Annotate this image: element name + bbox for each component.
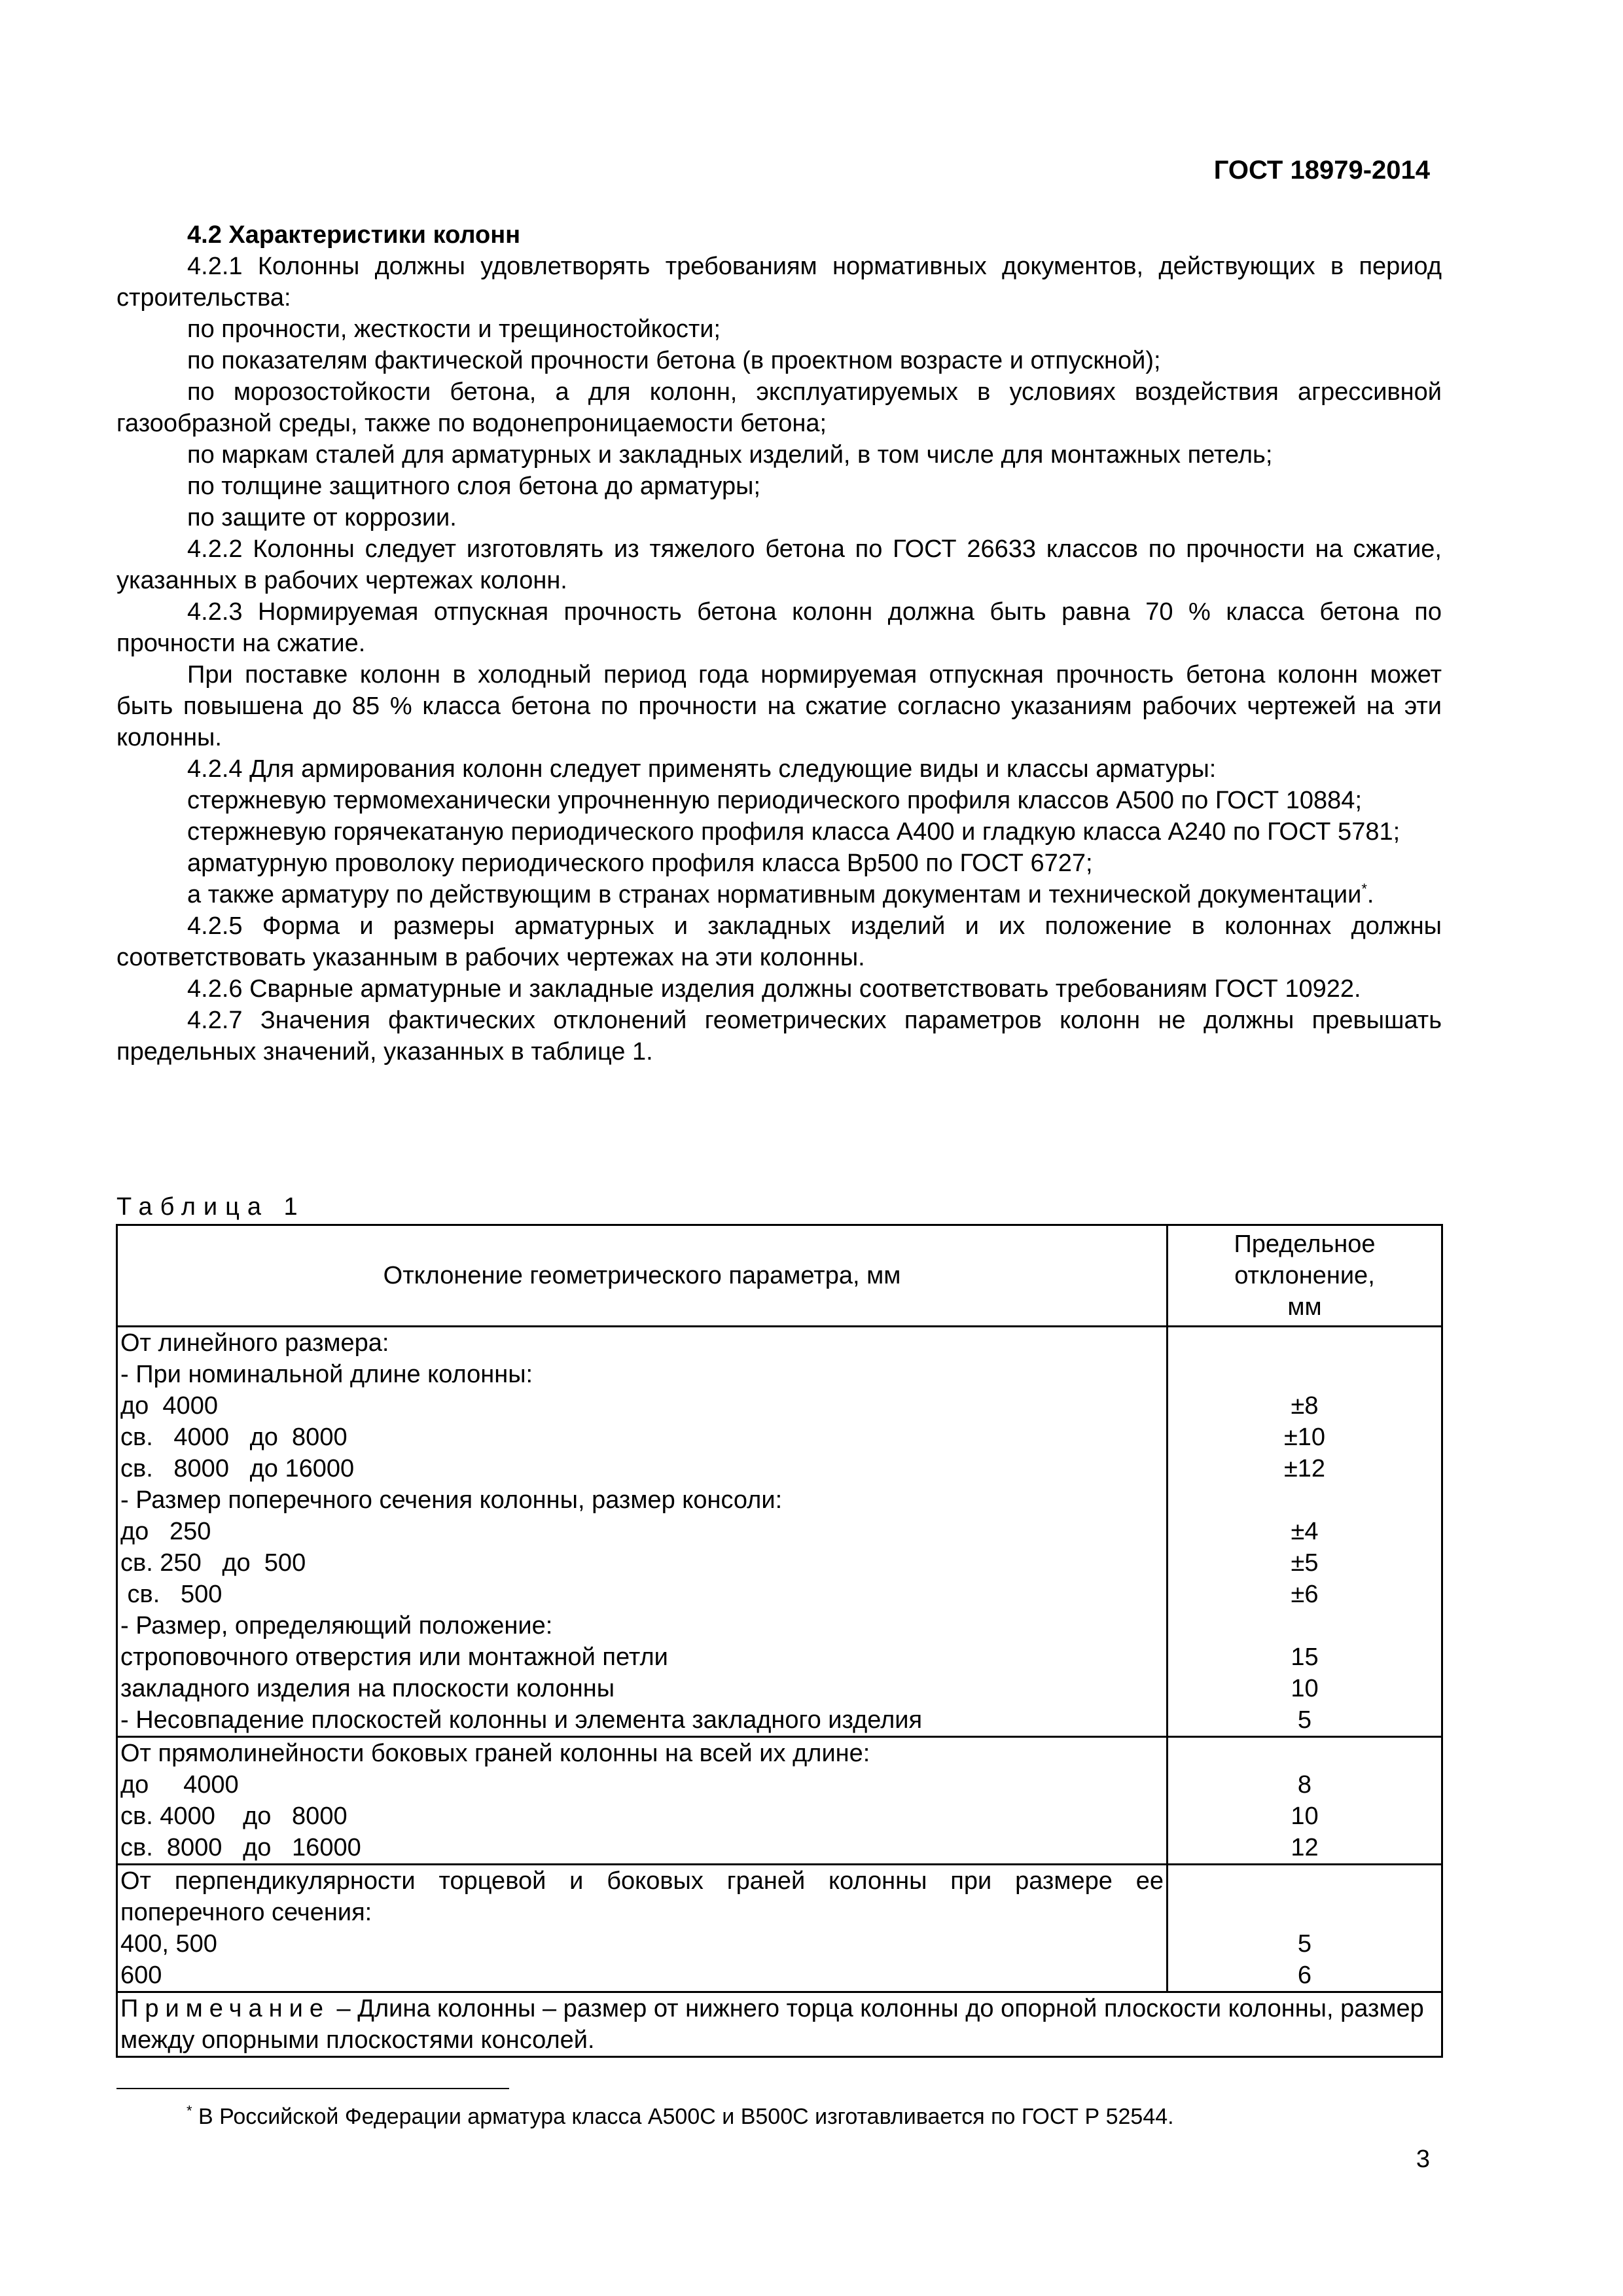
table-row [118,1832,1441,1863]
table-row [118,1390,1441,1422]
table-cell-deviation [1168,1484,1441,1516]
section-body [116,219,1442,1067]
paragraph: 4.2.4 Для армирования колонн следует применять следующие виды и классы арматуры: [187,755,1217,783]
paragraph: стержневую термомеханически упрочненную периодического профиля классов А500 по ГОСТ 10884; [187,787,1362,814]
paragraph: 4.2.7 Значения фактических отклонений геометрических параметров колонн не должны превышать предельных значений, указанных в таблице 1. [116,1007,1442,1066]
table-cell-deviation [1168,1738,1441,1769]
footnote-text: В Российской Федерации арматура класса А500С и В500С изготавливается по ГОСТ Р 52544. [192,2104,1174,2129]
paragraph: по морозостойкости бетона, а для колонн, эксплуатируемых в условиях воздействия агрессивной газообразной среды, также по водонепроницаемости бетона; [116,378,1442,437]
table-cell-deviation: 10 [1291,1803,1319,1830]
table-row-group [118,1865,1441,1991]
paragraph-with-footnote: а также арматуру по действующим в странах нормативным документам и технической документации*. [187,880,1374,908]
paragraph: по защите от коррозии. [187,504,457,531]
paragraph: по прочности, жесткости и трещиностойкости; [187,315,721,343]
table-cell-parameter: закладного изделия на плоскости колонны [118,1673,1168,1704]
section-heading: 4.2 Характеристики колонн [187,221,521,249]
table-cell-deviation [1168,1327,1441,1359]
table-row [118,1610,1441,1641]
paragraph: 4.2.2 Колонны следует изготовлять из тяжелого бетона по ГОСТ 26633 классов по прочности на сжатие, указанных в рабочих чертежах колонн. [116,535,1442,594]
table-row [118,1673,1441,1704]
table-cell-parameter: От перпендикулярности торцевой и боковых граней колонны при размере ее поперечного сечения: [118,1865,1168,1928]
table-row [118,1801,1441,1832]
deviation-table [116,1224,1443,2058]
table-body [118,1327,1441,1993]
table-cell-parameter: - Несовпадение плоскостей колонны и элемента закладного изделия [118,1704,1168,1736]
paragraph: по толщине защитного слоя бетона до арматуры; [187,473,761,500]
table-cell-parameter: От линейного размера: [118,1327,1168,1359]
table-row [118,1769,1441,1801]
table-cell-parameter: 600 [118,1960,1168,1991]
paragraph: 4.2.3 Нормируемая отпускная прочность бетона колонн должна быть равна 70 % класса бетона по прочности на сжатие. [116,598,1442,657]
table-row-group [118,1738,1441,1865]
table-row [118,1327,1441,1359]
table-row [118,1547,1441,1579]
table-header-deviation [1168,1226,1441,1325]
page-number: 3 [1416,2145,1430,2173]
footnote-reference: * [1361,880,1367,897]
table-row [118,1738,1441,1769]
table-cell-parameter: - Размер, определяющий положение: [118,1610,1168,1641]
header-line: мм [1287,1293,1322,1321]
table-header-row [118,1226,1441,1327]
table-cell-parameter: св. 4000 до 8000 [118,1422,1168,1453]
paragraph-text: а также арматуру по действующим в странах нормативным документам и технической документации [187,881,1362,908]
table-row [118,1928,1441,1960]
paragraph: стержневую горячекатаную периодического профиля класса А400 и гладкую класса А240 по ГОСТ 5781; [187,818,1400,846]
table-cell-parameter: до 4000 [118,1390,1168,1422]
table-row [118,1704,1441,1736]
paragraph: арматурную проволоку периодического профиля класса Вр500 по ГОСТ 6727; [187,850,1093,877]
table-cell-deviation: ±5 [1291,1549,1319,1577]
paragraph: 4.2.5 Форма и размеры арматурных и закладных изделий и их положение в колоннах должны соответствовать указанным в рабочих чертежах на эти колонны. [116,912,1442,971]
table-cell-parameter: до 250 [118,1516,1168,1547]
table-cell-parameter: - При номинальной длине колонны: [118,1359,1168,1390]
table-cell-parameter: св. 8000 до 16000 [118,1832,1168,1863]
paragraph: При поставке колонн в холодный период года нормируемая отпускная прочность бетона колонн может быть повышена до 85 % класса бетона по прочности на сжатие согласно указаниям рабочих чертежей на эти колонны. [116,661,1442,751]
table-row [118,1865,1441,1928]
table-cell-deviation: 6 [1297,1962,1312,1989]
table-cell-parameter: св. 4000 до 8000 [118,1801,1168,1832]
header-line: Предельное [1234,1230,1376,1258]
table-row [118,1641,1441,1673]
table-cell-parameter: От прямолинейности боковых граней колонны на всей их длине: [118,1738,1168,1769]
table-row [118,1960,1441,1991]
table-caption: Таблица 1 [116,1193,306,1221]
table-row-group [118,1327,1441,1738]
footnote-divider [116,2088,509,2089]
paragraph: по показателям фактической прочности бетона (в проектном возрасте и отпускной); [187,347,1161,374]
table-cell-deviation: 15 [1291,1643,1319,1671]
table-cell-parameter: 400, 500 [118,1928,1168,1960]
table-cell-deviation: 10 [1291,1675,1319,1702]
table-cell-deviation: 5 [1297,1706,1312,1734]
table-row [118,1359,1441,1390]
table-cell-parameter: св. 8000 до 16000 [118,1453,1168,1484]
table-cell-deviation [1168,1865,1441,1928]
table-cell-parameter: св. 250 до 500 [118,1547,1168,1579]
table-cell-deviation: 5 [1297,1930,1312,1958]
table-cell-deviation: ±8 [1291,1392,1319,1420]
table-cell-deviation: 8 [1297,1771,1312,1799]
table-cell-deviation: ±4 [1291,1518,1319,1545]
table-header-parameter: Отклонение геометрического параметра, мм [118,1226,1168,1325]
table-cell-deviation: ±10 [1283,1424,1326,1451]
document-code: ГОСТ 18979-2014 [1213,156,1430,185]
table-cell-deviation [1168,1359,1441,1390]
table-cell-parameter: строповочного отверстия или монтажной петли [118,1641,1168,1673]
table-cell-deviation [1168,1610,1441,1641]
note-text: – Длина колонны – размер от нижнего торца колонны до опорной плоскости колонны, размер между опорными плоскостями консолей. [120,1995,1424,2054]
table-note [118,1993,1441,2056]
paragraph: 4.2.6 Сварные арматурные и закладные изделия должны соответствовать требованиям ГОСТ 10922. [187,975,1361,1003]
footnote [187,2102,1174,2131]
table-cell-deviation: ±6 [1291,1581,1319,1608]
table-row [118,1579,1441,1610]
note-label: Примечание [120,1995,330,2022]
table-cell-deviation: 12 [1291,1834,1319,1861]
table-cell-parameter: до 4000 [118,1769,1168,1801]
header-line: отклонение, [1234,1262,1375,1289]
paragraph: 4.2.1 Колонны должны удовлетворять требованиям нормативных документов, действующих в период строительства: [116,253,1442,312]
table-cell-parameter: св. 500 [118,1579,1168,1610]
table-row [118,1453,1441,1484]
table-cell-deviation: ±12 [1283,1455,1326,1482]
table-row [118,1484,1441,1516]
table-cell-parameter: - Размер поперечного сечения колонны, размер консоли: [118,1484,1168,1516]
table-row [118,1516,1441,1547]
paragraph: по маркам сталей для арматурных и закладных изделий, в том числе для монтажных петель; [187,441,1273,469]
footnote-mark: * [187,2102,192,2119]
table-row [118,1422,1441,1453]
